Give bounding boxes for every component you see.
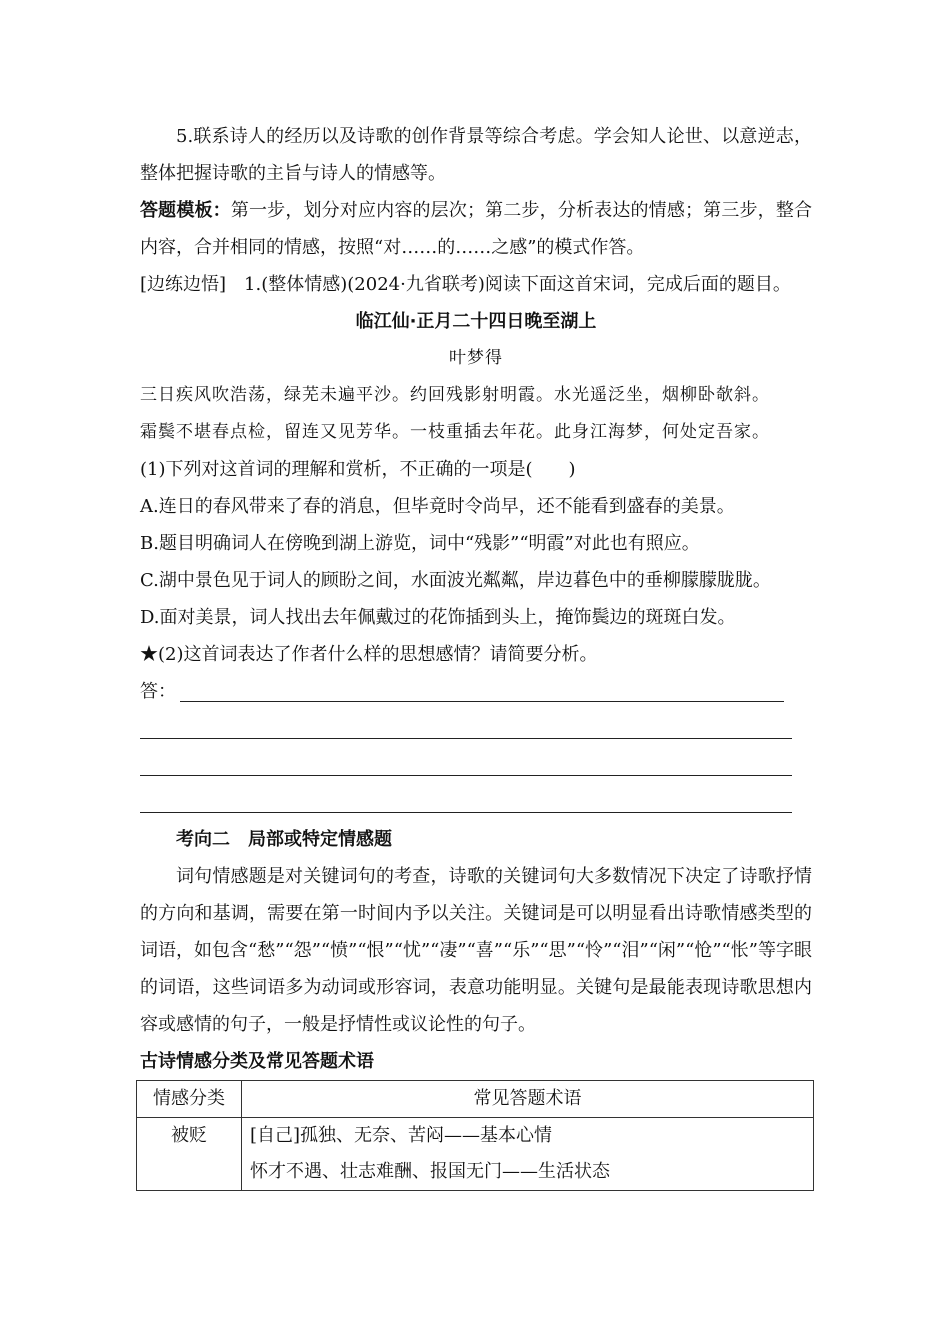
poem-line-2: 霜鬓不堪春点检，留连又见芳华。一枝重插去年花。此身江海梦，何处定吾家。: [140, 422, 770, 442]
table-header-category: 情感分类: [137, 1081, 242, 1118]
section-paragraph: 词句情感题是对关键词句的考查，诗歌的关键词句大多数情况下决定了诗歌抒情的方向和基调，需要在第一时间内予以关注。关键词是可以明显看出诗歌情感类型的词语，如包含“愁”“怨”“愤”“恨”“忧”“凄”“喜”“乐”“思”“怜”“泪”“闲”“怆”“怅”等字眼的词语，这些词语多为动词或形容词，表意功能明显。关键句是最能表现诗歌思想内容或感情的句子，一般是抒情性或议论性的句子。: [140, 866, 812, 1035]
template-label: 答题模板：: [140, 200, 231, 221]
answer-line[interactable]: [180, 701, 784, 702]
option-a: A.连日的春风带来了春的消息，但毕竟时令尚早，还不能看到盛春的美景。: [140, 496, 735, 517]
template-text: 第一步，划分对应内容的层次；第二步，分析表达的情感；第三步，整合内容，合并相同的情感，按照“对……的……之感”的模式作答。: [140, 200, 813, 258]
table-title: 古诗情感分类及常见答题术语: [140, 1051, 374, 1072]
table-cell-terms: [242, 1118, 814, 1191]
answer-label: 答：: [140, 681, 176, 702]
answer-template: [140, 192, 812, 266]
table-row: [137, 1118, 814, 1191]
exercise-prompt-text: 1.(整体情感)(2024·九省联考)阅读下面这首宋词，完成后面的题目。: [244, 274, 791, 295]
table-header-row: [137, 1081, 814, 1118]
table-cell-category: 被贬: [137, 1118, 242, 1191]
question-1: [140, 451, 812, 488]
emotion-table: [136, 1080, 814, 1191]
answer-line[interactable]: [140, 738, 792, 739]
question-1-suffix: ): [568, 459, 576, 480]
exercise-prompt: [140, 266, 812, 303]
poem-title: 临江仙·正月二十四日晚至湖上: [355, 311, 597, 332]
document-page: [140, 118, 812, 1191]
question-2: ★(2)这首词表达了作者什么样的思想感情？请简要分析。: [140, 644, 598, 665]
answer-line[interactable]: [140, 775, 792, 776]
answer-row-4: [140, 784, 812, 821]
answer-row-2: [140, 710, 812, 747]
question-1-prefix: (1)下列对这首词的理解和赏析，不正确的一项是(: [140, 459, 533, 480]
answer-row-3: [140, 747, 812, 784]
point-5: 5.联系诗人的经历以及诗歌的创作背景等综合考虑。学会知人论世、以意逆志，整体把握诗歌的主旨与诗人的情感等。: [140, 126, 812, 184]
answer-line[interactable]: [140, 812, 792, 813]
option-c: C.湖中景色见于词人的顾盼之间，水面波光粼粼，岸边暮色中的垂柳朦朦胧胧。: [140, 570, 771, 591]
term-line-1: [自己]孤独、无奈、苦闷——基本心情: [250, 1125, 553, 1146]
poem-line-1: 三日疾风吹浩荡，绿芜未遍平沙。约回残影射明霞。水光遥泛坐，烟柳卧欹斜。: [140, 385, 770, 405]
option-d: D.面对美景，词人找出去年佩戴过的花饰插到头上，掩饰鬓边的斑斑白发。: [140, 607, 736, 628]
exercise-tag: [边练边悟]: [140, 274, 227, 295]
term-line-2: 怀才不遇、壮志难酬、报国无门——生活状态: [250, 1161, 610, 1182]
section-heading: 考向二 局部或特定情感题: [176, 829, 392, 850]
answer-row-1: [140, 673, 812, 710]
poem-author: 叶梦得: [449, 348, 503, 368]
table-header-terms: 常见答题术语: [242, 1081, 814, 1118]
option-b: B.题目明确词人在傍晚到湖上游览，词中“残影”“明霞”对此也有照应。: [140, 533, 700, 554]
